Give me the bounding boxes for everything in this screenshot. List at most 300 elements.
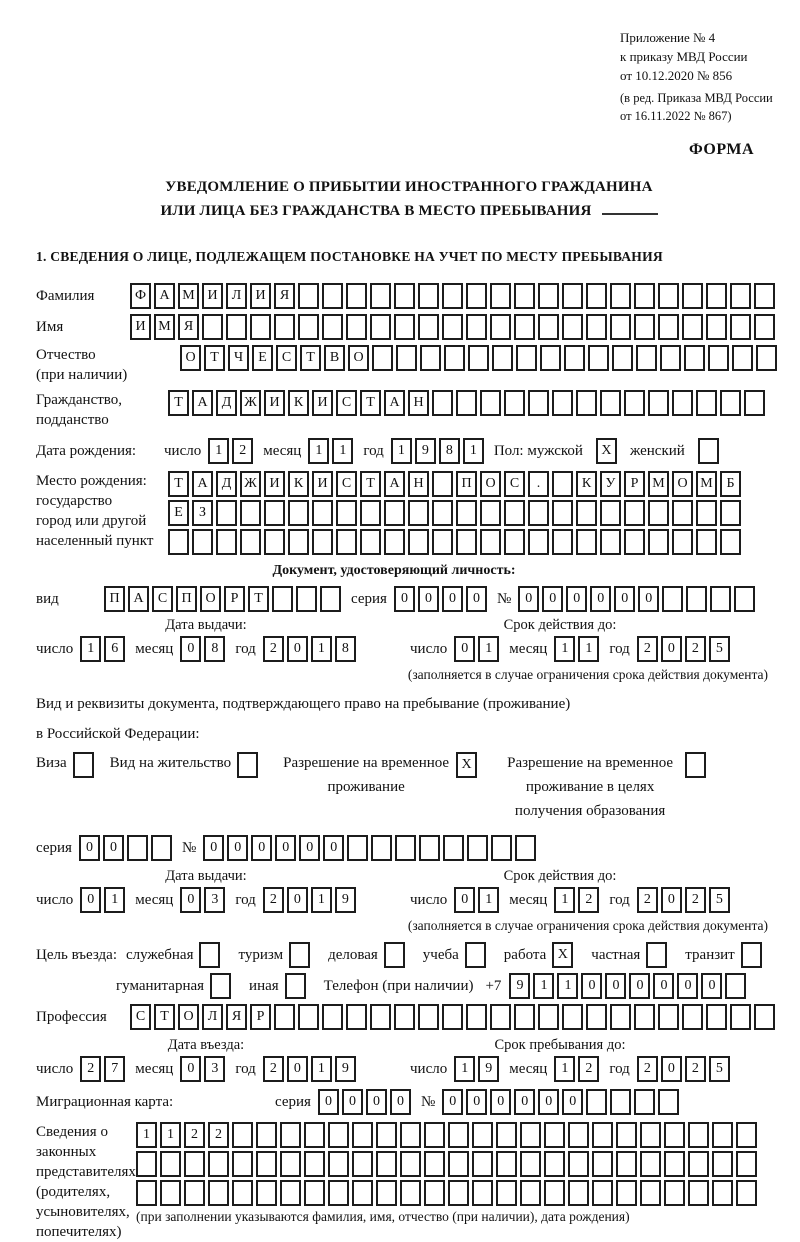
char-cell[interactable] xyxy=(456,500,477,526)
char-cell[interactable] xyxy=(312,529,333,555)
char-cell[interactable] xyxy=(371,835,392,861)
char-cell[interactable] xyxy=(408,529,429,555)
purpose-humanitarian-checkbox[interactable] xyxy=(210,973,231,999)
char-cell[interactable] xyxy=(520,1151,541,1177)
char-cell[interactable] xyxy=(418,314,439,340)
char-cell[interactable]: Д xyxy=(216,471,237,497)
char-cell[interactable]: З xyxy=(192,500,213,526)
char-cell[interactable]: 9 xyxy=(478,1056,499,1082)
char-cell[interactable] xyxy=(346,283,367,309)
char-cell[interactable]: 2 xyxy=(637,887,658,913)
char-cell[interactable] xyxy=(280,1151,301,1177)
char-cell[interactable] xyxy=(664,1151,685,1177)
char-cell[interactable] xyxy=(568,1151,589,1177)
char-cell[interactable] xyxy=(274,1004,295,1030)
char-cell[interactable]: И xyxy=(202,283,223,309)
char-cell[interactable]: Н xyxy=(408,471,429,497)
char-cell[interactable] xyxy=(432,471,453,497)
char-cell[interactable]: 0 xyxy=(581,973,602,999)
char-cell[interactable] xyxy=(672,390,693,416)
char-cell[interactable]: Т xyxy=(204,345,225,371)
char-cell[interactable] xyxy=(264,500,285,526)
char-cell[interactable] xyxy=(684,345,705,371)
char-cell[interactable]: 0 xyxy=(318,1089,339,1115)
char-cell[interactable]: 2 xyxy=(208,1122,229,1148)
char-cell[interactable] xyxy=(492,345,513,371)
char-cell[interactable] xyxy=(648,390,669,416)
char-cell[interactable] xyxy=(442,283,463,309)
char-cell[interactable]: Т xyxy=(360,471,381,497)
char-cell[interactable] xyxy=(552,529,573,555)
char-cell[interactable] xyxy=(264,529,285,555)
char-cell[interactable]: Ж xyxy=(240,471,261,497)
char-cell[interactable] xyxy=(304,1151,325,1177)
char-cell[interactable]: 7 xyxy=(104,1056,125,1082)
char-cell[interactable] xyxy=(160,1151,181,1177)
char-cell[interactable] xyxy=(256,1122,277,1148)
char-cell[interactable] xyxy=(226,314,247,340)
char-cell[interactable]: А xyxy=(128,586,149,612)
char-cell[interactable]: 0 xyxy=(342,1089,363,1115)
char-cell[interactable] xyxy=(232,1122,253,1148)
char-cell[interactable]: 9 xyxy=(415,438,436,464)
char-cell[interactable]: 0 xyxy=(180,636,201,662)
char-cell[interactable]: О xyxy=(200,586,221,612)
char-cell[interactable]: 1 xyxy=(311,1056,332,1082)
char-cell[interactable]: 0 xyxy=(287,636,308,662)
char-cell[interactable] xyxy=(672,529,693,555)
char-cell[interactable]: 0 xyxy=(323,835,344,861)
char-cell[interactable]: 0 xyxy=(79,835,100,861)
char-cell[interactable] xyxy=(528,390,549,416)
char-cell[interactable]: Ф xyxy=(130,283,151,309)
char-cell[interactable] xyxy=(400,1122,421,1148)
char-cell[interactable] xyxy=(720,529,741,555)
char-cell[interactable]: 0 xyxy=(653,973,674,999)
char-cell[interactable] xyxy=(419,835,440,861)
char-cell[interactable] xyxy=(491,835,512,861)
char-cell[interactable] xyxy=(456,529,477,555)
char-cell[interactable] xyxy=(730,283,751,309)
char-cell[interactable]: 0 xyxy=(590,586,611,612)
char-cell[interactable] xyxy=(232,1180,253,1206)
char-cell[interactable] xyxy=(192,529,213,555)
char-cell[interactable]: С xyxy=(152,586,173,612)
char-cell[interactable]: Н xyxy=(408,390,429,416)
char-cell[interactable]: 2 xyxy=(637,1056,658,1082)
char-cell[interactable]: Д xyxy=(216,390,237,416)
char-cell[interactable]: 0 xyxy=(661,887,682,913)
char-cell[interactable]: И xyxy=(312,471,333,497)
char-cell[interactable] xyxy=(544,1180,565,1206)
char-cell[interactable]: 3 xyxy=(204,1056,225,1082)
char-cell[interactable] xyxy=(562,283,583,309)
char-cell[interactable] xyxy=(467,835,488,861)
char-cell[interactable] xyxy=(376,1180,397,1206)
char-cell[interactable] xyxy=(456,390,477,416)
char-cell[interactable] xyxy=(576,500,597,526)
char-cell[interactable] xyxy=(322,1004,343,1030)
char-cell[interactable]: 2 xyxy=(263,887,284,913)
char-cell[interactable] xyxy=(682,283,703,309)
char-cell[interactable] xyxy=(706,1004,727,1030)
char-cell[interactable] xyxy=(504,390,525,416)
char-cell[interactable] xyxy=(376,1151,397,1177)
char-cell[interactable] xyxy=(168,529,189,555)
char-cell[interactable]: 0 xyxy=(605,973,626,999)
char-cell[interactable]: 2 xyxy=(263,636,284,662)
char-cell[interactable] xyxy=(634,283,655,309)
char-cell[interactable] xyxy=(443,835,464,861)
char-cell[interactable] xyxy=(472,1180,493,1206)
char-cell[interactable] xyxy=(712,1151,733,1177)
char-cell[interactable] xyxy=(516,345,537,371)
char-cell[interactable]: 1 xyxy=(104,887,125,913)
char-cell[interactable] xyxy=(636,345,657,371)
char-cell[interactable] xyxy=(216,529,237,555)
char-cell[interactable] xyxy=(586,1004,607,1030)
char-cell[interactable]: Т xyxy=(300,345,321,371)
char-cell[interactable]: 1 xyxy=(478,636,499,662)
char-cell[interactable] xyxy=(708,345,729,371)
char-cell[interactable]: И xyxy=(130,314,151,340)
char-cell[interactable]: С xyxy=(504,471,525,497)
char-cell[interactable] xyxy=(208,1151,229,1177)
char-cell[interactable] xyxy=(552,500,573,526)
char-cell[interactable] xyxy=(658,1004,679,1030)
char-cell[interactable]: И xyxy=(312,390,333,416)
char-cell[interactable] xyxy=(288,529,309,555)
purpose-work-checkbox[interactable]: X xyxy=(552,942,573,968)
char-cell[interactable] xyxy=(520,1122,541,1148)
char-cell[interactable] xyxy=(616,1122,637,1148)
char-cell[interactable] xyxy=(756,345,777,371)
char-cell[interactable] xyxy=(256,1180,277,1206)
char-cell[interactable] xyxy=(586,1089,607,1115)
char-cell[interactable] xyxy=(444,345,465,371)
char-cell[interactable] xyxy=(352,1151,373,1177)
char-cell[interactable] xyxy=(400,1180,421,1206)
char-cell[interactable]: 8 xyxy=(204,636,225,662)
char-cell[interactable] xyxy=(448,1151,469,1177)
char-cell[interactable]: Я xyxy=(274,283,295,309)
char-cell[interactable] xyxy=(514,1004,535,1030)
char-cell[interactable] xyxy=(304,1180,325,1206)
char-cell[interactable]: С xyxy=(130,1004,151,1030)
char-cell[interactable] xyxy=(395,835,416,861)
gender-female-checkbox[interactable] xyxy=(698,438,719,464)
char-cell[interactable] xyxy=(640,1122,661,1148)
char-cell[interactable] xyxy=(616,1151,637,1177)
char-cell[interactable] xyxy=(538,314,559,340)
char-cell[interactable] xyxy=(448,1180,469,1206)
char-cell[interactable]: И xyxy=(264,390,285,416)
char-cell[interactable] xyxy=(610,1004,631,1030)
char-cell[interactable]: О xyxy=(672,471,693,497)
char-cell[interactable]: Р xyxy=(250,1004,271,1030)
char-cell[interactable] xyxy=(298,314,319,340)
char-cell[interactable]: К xyxy=(288,471,309,497)
char-cell[interactable]: К xyxy=(576,471,597,497)
char-cell[interactable] xyxy=(466,1004,487,1030)
char-cell[interactable] xyxy=(298,1004,319,1030)
char-cell[interactable] xyxy=(515,835,536,861)
char-cell[interactable]: 1 xyxy=(554,887,575,913)
char-cell[interactable] xyxy=(544,1151,565,1177)
char-cell[interactable] xyxy=(490,1004,511,1030)
char-cell[interactable] xyxy=(304,1122,325,1148)
char-cell[interactable]: К xyxy=(288,390,309,416)
char-cell[interactable]: 0 xyxy=(366,1089,387,1115)
char-cell[interactable] xyxy=(360,500,381,526)
char-cell[interactable]: Я xyxy=(226,1004,247,1030)
char-cell[interactable] xyxy=(480,390,501,416)
char-cell[interactable]: Р xyxy=(224,586,245,612)
char-cell[interactable] xyxy=(720,500,741,526)
char-cell[interactable] xyxy=(616,1180,637,1206)
char-cell[interactable] xyxy=(648,529,669,555)
char-cell[interactable]: 2 xyxy=(685,887,706,913)
char-cell[interactable]: С xyxy=(276,345,297,371)
char-cell[interactable] xyxy=(696,500,717,526)
char-cell[interactable] xyxy=(360,529,381,555)
char-cell[interactable] xyxy=(504,500,525,526)
char-cell[interactable] xyxy=(490,314,511,340)
char-cell[interactable] xyxy=(272,586,293,612)
char-cell[interactable] xyxy=(688,1180,709,1206)
char-cell[interactable] xyxy=(394,283,415,309)
char-cell[interactable]: С xyxy=(336,390,357,416)
char-cell[interactable] xyxy=(706,314,727,340)
char-cell[interactable] xyxy=(610,1089,631,1115)
char-cell[interactable] xyxy=(496,1151,517,1177)
char-cell[interactable] xyxy=(514,314,535,340)
char-cell[interactable]: 0 xyxy=(538,1089,559,1115)
char-cell[interactable] xyxy=(688,1122,709,1148)
char-cell[interactable] xyxy=(184,1180,205,1206)
char-cell[interactable]: 0 xyxy=(442,1089,463,1115)
char-cell[interactable]: 2 xyxy=(263,1056,284,1082)
char-cell[interactable] xyxy=(520,1180,541,1206)
char-cell[interactable] xyxy=(576,390,597,416)
char-cell[interactable]: 0 xyxy=(701,973,722,999)
char-cell[interactable]: 1 xyxy=(578,636,599,662)
char-cell[interactable] xyxy=(686,586,707,612)
char-cell[interactable]: О xyxy=(178,1004,199,1030)
char-cell[interactable]: Ч xyxy=(228,345,249,371)
char-cell[interactable] xyxy=(528,529,549,555)
char-cell[interactable]: Т xyxy=(248,586,269,612)
char-cell[interactable]: 2 xyxy=(232,438,253,464)
char-cell[interactable] xyxy=(240,529,261,555)
char-cell[interactable] xyxy=(232,1151,253,1177)
char-cell[interactable] xyxy=(562,1004,583,1030)
char-cell[interactable] xyxy=(208,1180,229,1206)
char-cell[interactable] xyxy=(274,314,295,340)
char-cell[interactable] xyxy=(640,1180,661,1206)
char-cell[interactable] xyxy=(544,1122,565,1148)
char-cell[interactable]: Т xyxy=(168,390,189,416)
char-cell[interactable]: 0 xyxy=(454,636,475,662)
char-cell[interactable]: 0 xyxy=(490,1089,511,1115)
char-cell[interactable]: 1 xyxy=(332,438,353,464)
char-cell[interactable] xyxy=(696,529,717,555)
char-cell[interactable]: П xyxy=(456,471,477,497)
char-cell[interactable] xyxy=(664,1122,685,1148)
char-cell[interactable] xyxy=(514,283,535,309)
char-cell[interactable] xyxy=(540,345,561,371)
char-cell[interactable] xyxy=(376,1122,397,1148)
char-cell[interactable]: 0 xyxy=(466,1089,487,1115)
char-cell[interactable]: О xyxy=(348,345,369,371)
char-cell[interactable]: 0 xyxy=(103,835,124,861)
char-cell[interactable] xyxy=(588,345,609,371)
char-cell[interactable]: 0 xyxy=(227,835,248,861)
char-cell[interactable] xyxy=(600,529,621,555)
char-cell[interactable]: О xyxy=(480,471,501,497)
char-cell[interactable] xyxy=(736,1151,757,1177)
char-cell[interactable] xyxy=(480,529,501,555)
char-cell[interactable] xyxy=(658,1089,679,1115)
char-cell[interactable] xyxy=(432,529,453,555)
purpose-study-checkbox[interactable] xyxy=(465,942,486,968)
visa-checkbox[interactable] xyxy=(73,752,94,778)
char-cell[interactable] xyxy=(394,1004,415,1030)
char-cell[interactable] xyxy=(624,390,645,416)
char-cell[interactable]: А xyxy=(192,471,213,497)
char-cell[interactable] xyxy=(710,586,731,612)
char-cell[interactable] xyxy=(592,1180,613,1206)
char-cell[interactable] xyxy=(612,345,633,371)
char-cell[interactable] xyxy=(127,835,148,861)
char-cell[interactable]: 0 xyxy=(661,1056,682,1082)
char-cell[interactable] xyxy=(424,1151,445,1177)
char-cell[interactable]: 0 xyxy=(562,1089,583,1115)
char-cell[interactable] xyxy=(496,1180,517,1206)
char-cell[interactable]: А xyxy=(192,390,213,416)
char-cell[interactable] xyxy=(736,1122,757,1148)
char-cell[interactable] xyxy=(288,500,309,526)
char-cell[interactable]: 0 xyxy=(629,973,650,999)
char-cell[interactable]: 8 xyxy=(439,438,460,464)
char-cell[interactable] xyxy=(592,1122,613,1148)
char-cell[interactable] xyxy=(672,500,693,526)
char-cell[interactable]: 1 xyxy=(554,1056,575,1082)
char-cell[interactable]: П xyxy=(104,586,125,612)
char-cell[interactable]: 1 xyxy=(80,636,101,662)
char-cell[interactable] xyxy=(730,314,751,340)
char-cell[interactable] xyxy=(562,314,583,340)
char-cell[interactable] xyxy=(586,314,607,340)
char-cell[interactable] xyxy=(312,500,333,526)
char-cell[interactable] xyxy=(372,345,393,371)
char-cell[interactable] xyxy=(328,1180,349,1206)
char-cell[interactable] xyxy=(336,529,357,555)
char-cell[interactable]: 1 xyxy=(136,1122,157,1148)
char-cell[interactable] xyxy=(466,314,487,340)
char-cell[interactable]: 8 xyxy=(335,636,356,662)
char-cell[interactable]: 0 xyxy=(454,887,475,913)
char-cell[interactable] xyxy=(322,314,343,340)
char-cell[interactable]: 2 xyxy=(578,1056,599,1082)
char-cell[interactable] xyxy=(472,1151,493,1177)
char-cell[interactable] xyxy=(538,1004,559,1030)
gender-male-checkbox[interactable]: X xyxy=(596,438,617,464)
char-cell[interactable] xyxy=(564,345,585,371)
char-cell[interactable]: П xyxy=(176,586,197,612)
char-cell[interactable] xyxy=(664,1180,685,1206)
char-cell[interactable]: 9 xyxy=(335,887,356,913)
char-cell[interactable]: М xyxy=(178,283,199,309)
char-cell[interactable]: 1 xyxy=(557,973,578,999)
char-cell[interactable] xyxy=(160,1180,181,1206)
char-cell[interactable]: 1 xyxy=(463,438,484,464)
char-cell[interactable] xyxy=(610,314,631,340)
char-cell[interactable] xyxy=(696,390,717,416)
residence-permit-checkbox[interactable] xyxy=(237,752,258,778)
char-cell[interactable] xyxy=(370,283,391,309)
char-cell[interactable]: М xyxy=(648,471,669,497)
char-cell[interactable]: 0 xyxy=(251,835,272,861)
char-cell[interactable]: 2 xyxy=(637,636,658,662)
char-cell[interactable]: О xyxy=(180,345,201,371)
char-cell[interactable] xyxy=(472,1122,493,1148)
char-cell[interactable] xyxy=(640,1151,661,1177)
char-cell[interactable] xyxy=(610,283,631,309)
char-cell[interactable]: Ж xyxy=(240,390,261,416)
char-cell[interactable]: 1 xyxy=(554,636,575,662)
char-cell[interactable] xyxy=(480,500,501,526)
char-cell[interactable] xyxy=(725,973,746,999)
char-cell[interactable]: 5 xyxy=(709,636,730,662)
char-cell[interactable] xyxy=(370,1004,391,1030)
char-cell[interactable] xyxy=(136,1151,157,1177)
char-cell[interactable]: 2 xyxy=(685,636,706,662)
char-cell[interactable] xyxy=(504,529,525,555)
char-cell[interactable]: Р xyxy=(624,471,645,497)
char-cell[interactable]: А xyxy=(384,390,405,416)
char-cell[interactable]: Л xyxy=(202,1004,223,1030)
char-cell[interactable] xyxy=(408,500,429,526)
char-cell[interactable] xyxy=(298,283,319,309)
char-cell[interactable] xyxy=(712,1180,733,1206)
char-cell[interactable]: 0 xyxy=(180,887,201,913)
char-cell[interactable] xyxy=(352,1122,373,1148)
char-cell[interactable] xyxy=(712,1122,733,1148)
char-cell[interactable] xyxy=(432,390,453,416)
char-cell[interactable] xyxy=(396,345,417,371)
char-cell[interactable]: 0 xyxy=(287,1056,308,1082)
char-cell[interactable] xyxy=(754,314,775,340)
char-cell[interactable]: 0 xyxy=(566,586,587,612)
char-cell[interactable] xyxy=(600,500,621,526)
char-cell[interactable] xyxy=(322,283,343,309)
char-cell[interactable] xyxy=(552,390,573,416)
char-cell[interactable]: 1 xyxy=(311,636,332,662)
char-cell[interactable] xyxy=(280,1122,301,1148)
char-cell[interactable]: 0 xyxy=(514,1089,535,1115)
char-cell[interactable]: А xyxy=(384,471,405,497)
char-cell[interactable]: Я xyxy=(178,314,199,340)
char-cell[interactable] xyxy=(347,835,368,861)
char-cell[interactable] xyxy=(346,1004,367,1030)
char-cell[interactable] xyxy=(420,345,441,371)
char-cell[interactable] xyxy=(734,586,755,612)
char-cell[interactable] xyxy=(136,1180,157,1206)
char-cell[interactable]: 1 xyxy=(478,887,499,913)
char-cell[interactable]: 5 xyxy=(709,1056,730,1082)
char-cell[interactable]: . xyxy=(528,471,549,497)
